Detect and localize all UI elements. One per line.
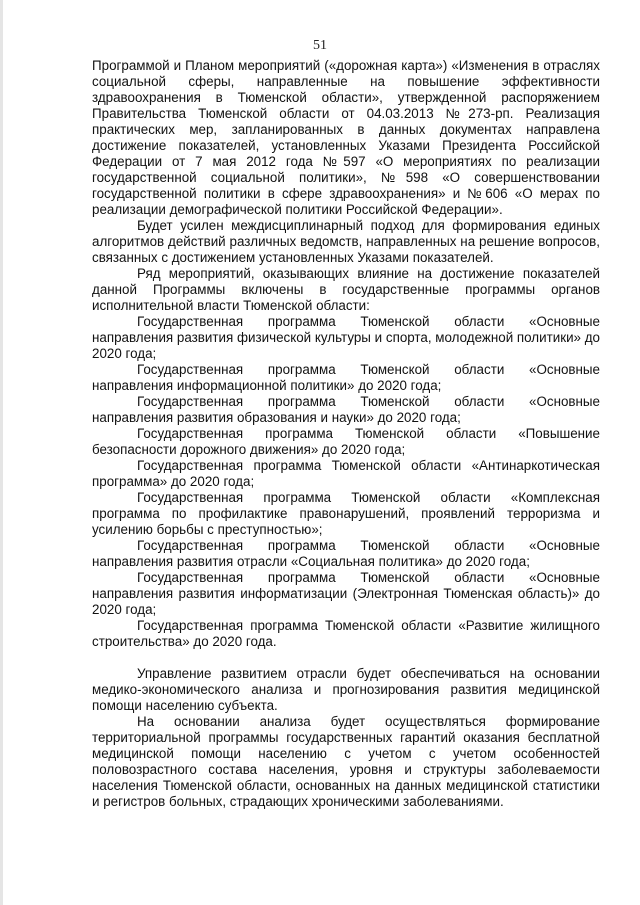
paragraph-territorial-program: На основании анализа будет осуществляться формирование территориальной программы государственных гарантий оказания бесплатной медицинской помощи населению с учетом с учетом особенностей половозрастного состава населения, уровня и структуры заболеваемости населения Тюменской области, основанных на данных медицинской статистики и регистров больных, страдающих хроническими заболеваниями.	[92, 714, 600, 809]
list-item-program-social-policy: Государственная программа Тюменской области «Основные направления развития отрасли «Социальная политика» до 2020 года;	[92, 538, 600, 569]
paragraph-roadmap-continuation: Программой и Планом мероприятий («дорожная карта») «Изменения в отраслях социальной сферы, направленные на повышение эффективности здравоохранения в Тюменской области», утвержденной распоряжением Правительства Тюменской области от 04.03.2013 №273-рп. Реализация практических мер, запланированных в данных документах направлена достижение показателей, установленных Указами Президента Российской Федерации от 7 мая 2012 года №597 «О мероприятиях по реализации государственной социальной политики», №598 «О совершенствовании государственной политики в сфере здравоохранения» и №606 «О мерах по реализации демографической политики Российской Федерации».	[92, 58, 600, 217]
list-item-program-informatization: Государственная программа Тюменской области «Основные направления развития информатизации (Электронная Тюменская область)» до 2020 года;	[92, 570, 600, 617]
list-item-program-information-policy: Государственная программа Тюменской области «Основные направления информационной политики» до 2020 года;	[92, 362, 600, 393]
paragraph-state-programs-intro: Ряд мероприятий, оказывающих влияние на достижение показателей данной Программы включены в государственные программы органов исполнительной власти Тюменской области:	[92, 266, 600, 313]
list-item-program-road-safety: Государственная программа Тюменской области «Повышение безопасности дорожного движения» до 2020 года;	[92, 426, 600, 457]
list-item-program-antidrug: Государственная программа Тюменской области «Антинаркотическая программа» до 2020 года;	[92, 458, 600, 489]
page-number: 51	[313, 38, 327, 53]
list-item-program-education: Государственная программа Тюменской области «Основные направления развития образования и науки» до 2020 года;	[92, 394, 600, 425]
page-edge-shadow	[0, 0, 3, 905]
paragraph-interdisciplinary-approach: Будет усилен междисциплинарный подход для формирования единых алгоритмов действий различных ведомств, направленных на решение вопросов, связанных с достижением установленных Указами показателей.	[92, 218, 600, 265]
document-body	[92, 58, 600, 810]
list-item-program-sport: Государственная программа Тюменской области «Основные направления развития физической культуры и спорта, молодежной политики» до 2020 года;	[92, 314, 600, 361]
list-item-program-crime-prevention: Государственная программа Тюменской области «Комплексная программа по профилактике правонарушений, проявлений терроризма и усилению борьбы с преступностью»;	[92, 490, 600, 537]
list-item-program-housing: Государственная программа Тюменской области «Развитие жилищного строительства» до 2020 года.	[92, 618, 600, 649]
paragraph-management: Управление развитием отрасли будет обеспечиваться на основании медико-экономического анализа и прогнозирования развития медицинской помощи населению субъекта.	[92, 666, 600, 713]
